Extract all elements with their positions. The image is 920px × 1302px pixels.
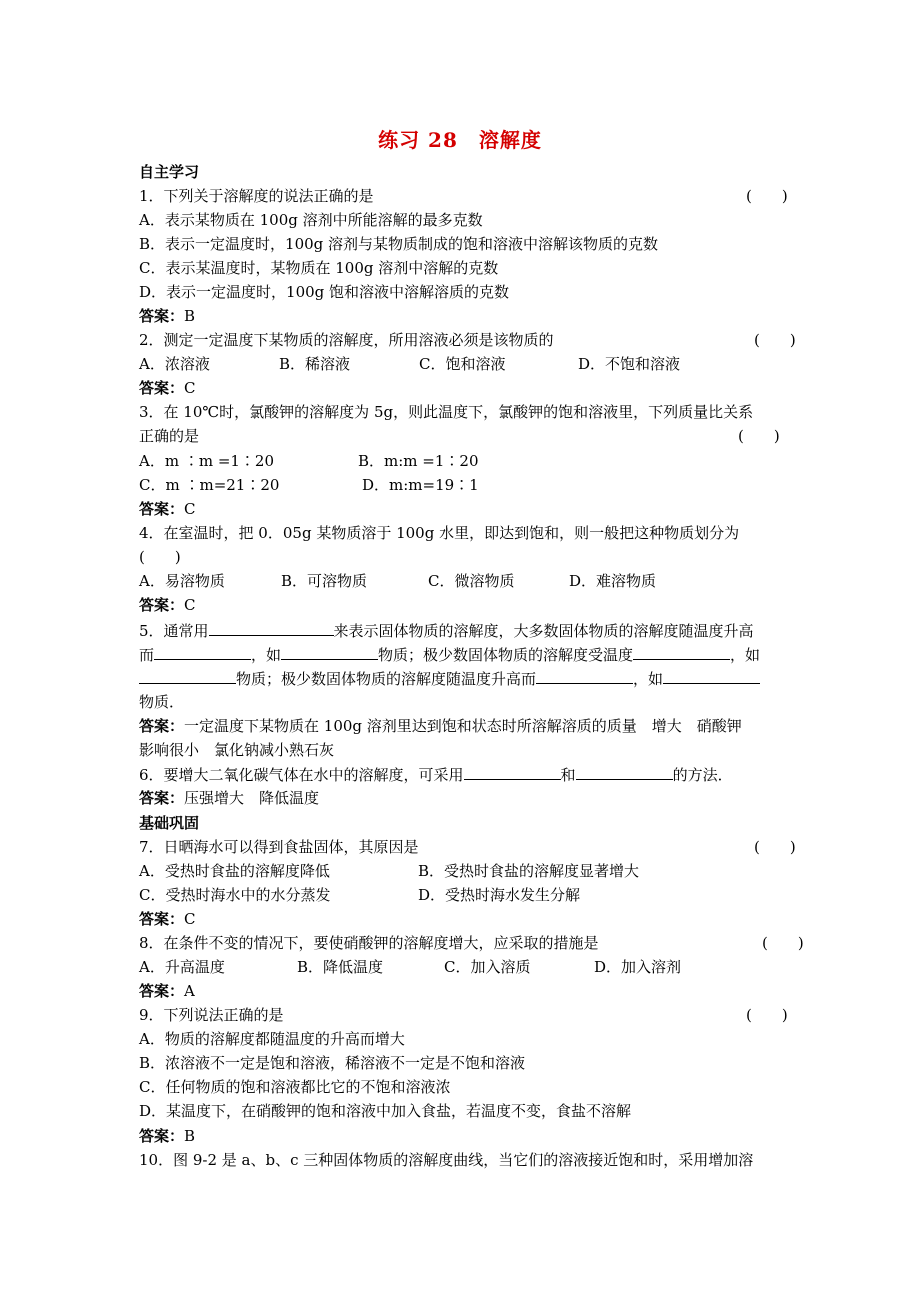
fill-blank xyxy=(154,644,251,660)
section-heading: 自主学习 xyxy=(139,163,200,181)
q7-answer xyxy=(139,909,196,929)
q4-option-a: A．易溶物质 xyxy=(139,572,225,590)
question-6-stem xyxy=(139,764,733,785)
answer-label: 答案： xyxy=(139,910,185,928)
q7-option-b: B．受热时食盐的溶解度显著增大 xyxy=(418,862,640,880)
q8-option-b: B．降低温度 xyxy=(297,958,384,976)
q2-option-a: A．浓溶液 xyxy=(139,355,210,373)
answer-value: B xyxy=(184,307,196,325)
question-9-stem: 9．下列说法正确的是 xyxy=(139,1006,284,1024)
q5-text: 物质；极少数固体物质的溶解度受温度 xyxy=(378,646,634,664)
question-5-line-4: 物质． xyxy=(139,693,185,711)
question-1-stem: 1．下列关于溶解度的说法正确的是 xyxy=(139,187,374,205)
answer-value: C xyxy=(184,379,196,397)
q9-answer xyxy=(139,1126,195,1146)
fill-blank xyxy=(663,668,760,684)
question-5-line-3 xyxy=(139,668,760,689)
q4-option-c: C．微溶物质 xyxy=(428,572,515,590)
q8-option-d: D．加入溶剂 xyxy=(594,958,682,976)
question-3-stem-cont: 正确的是 xyxy=(139,427,200,445)
answer-label: 答案： xyxy=(139,500,185,518)
q5-text: 物质；极少数固体物质的溶解度随温度升高而 xyxy=(236,670,537,688)
answer-label: 答案： xyxy=(139,717,185,735)
answer-value: A xyxy=(184,982,195,1000)
q1-option-d: D．表示一定温度时，100g 饱和溶液中溶解溶质的克数 xyxy=(139,283,510,301)
q1-option-a: A．表示某物质在 100g 溶剂中所能溶解的最多克数 xyxy=(139,211,483,229)
q5-answer xyxy=(139,716,742,736)
answer-value: C xyxy=(184,500,196,518)
answer-value: 压强增大 降低温度 xyxy=(184,789,320,807)
q6-text: 和 xyxy=(560,766,576,784)
question-2-stem: 2．测定一定温度下某物质的溶解度，所用溶液必须是该物质的 xyxy=(139,331,554,349)
answer-bracket: ( ) xyxy=(738,427,780,445)
q1-option-c: C．表示某温度时，某物质在 100g 溶剂中溶解的克数 xyxy=(139,259,499,277)
q5-text: ，如 xyxy=(633,670,664,688)
section-heading: 基础巩固 xyxy=(139,814,200,832)
q5-text: ，如 xyxy=(251,646,282,664)
q9-option-c: C．任何物质的饱和溶液都比它的不饱和溶液浓 xyxy=(139,1078,451,1096)
q6-answer xyxy=(139,788,319,808)
q3-option-a: A．m ∶m =1∶20 xyxy=(139,452,275,470)
answer-value: B xyxy=(184,1127,196,1145)
q4-answer xyxy=(139,595,196,615)
q2-option-c: C．饱和溶液 xyxy=(419,355,506,373)
answer-value: C xyxy=(184,910,196,928)
answer-value: 一定温度下某物质在 100g 溶剂里达到饱和状态时所溶解溶质的质量 增大 硝酸钾 xyxy=(184,717,742,735)
answer-bracket: ( ) xyxy=(746,187,788,205)
q8-answer xyxy=(139,981,195,1001)
q7-option-a: A．受热时食盐的溶解度降低 xyxy=(139,862,330,880)
q7-option-d: D．受热时海水发生分解 xyxy=(418,886,581,904)
question-7-stem: 7．日晒海水可以得到食盐固体，其原因是 xyxy=(139,838,419,856)
answer-label: 答案： xyxy=(139,982,185,1000)
question-4-stem: 4．在室温时，把 0．05g 某物质溶于 100g 水里，即达到饱和，则一般把这种物质划分为 xyxy=(139,524,740,542)
q5-text: ，如 xyxy=(730,646,761,664)
fill-blank xyxy=(281,644,378,660)
fill-blank xyxy=(633,644,730,660)
q5-text: 5．通常用 xyxy=(139,622,209,640)
answer-bracket: ( ) xyxy=(762,934,804,952)
answer-label: 答案： xyxy=(139,596,185,614)
q7-option-c: C．受热时海水中的水分蒸发 xyxy=(139,886,331,904)
page-title: 练习 28 溶解度 xyxy=(378,128,542,152)
question-5-line-1 xyxy=(139,620,754,641)
answer-label: 答案： xyxy=(139,789,185,807)
fill-blank xyxy=(209,620,334,636)
answer-bracket: ( ) xyxy=(746,1006,788,1024)
question-10-stem: 10．图 9-2 是 a、b、c 三种固体物质的溶解度曲线，当它们的溶液接近饱和时，采用增加溶 xyxy=(139,1151,754,1169)
answer-bracket: ( ) xyxy=(754,838,796,856)
q1-option-b: B．表示一定温度时，100g 溶剂与某物质制成的饱和溶液中溶解该物质的克数 xyxy=(139,235,659,253)
q8-option-a: A．升高温度 xyxy=(139,958,225,976)
q6-text: 的方法． xyxy=(672,766,733,784)
q4-option-d: D．难溶物质 xyxy=(569,572,657,590)
question-8-stem: 8．在条件不变的情况下，要使硝酸钾的溶解度增大，应采取的措施是 xyxy=(139,934,599,952)
q2-answer xyxy=(139,378,196,398)
q1-answer xyxy=(139,306,195,326)
q5-answer-cont: 影响很小 氯化钠减小熟石灰 xyxy=(139,741,335,759)
fill-blank xyxy=(139,668,236,684)
q5-text: 来表示固体物质的溶解度，大多数固体物质的溶解度随温度升高 xyxy=(333,622,754,640)
q2-option-d: D．不饱和溶液 xyxy=(578,355,681,373)
q3-option-b: B．m:m =1∶20 xyxy=(358,452,479,470)
answer-label: 答案： xyxy=(139,307,185,325)
fill-blank xyxy=(536,668,633,684)
answer-bracket: ( ) xyxy=(139,548,181,566)
q9-option-b: B．浓溶液不一定是饱和溶液，稀溶液不一定是不饱和溶液 xyxy=(139,1054,526,1072)
q8-option-c: C．加入溶质 xyxy=(444,958,531,976)
q9-option-d: D．某温度下，在硝酸钾的饱和溶液中加入食盐，若温度不变，食盐不溶解 xyxy=(139,1102,632,1120)
answer-bracket: ( ) xyxy=(754,331,796,349)
answer-value: C xyxy=(184,596,196,614)
q9-option-a: A．物质的溶解度都随温度的升高而增大 xyxy=(139,1030,405,1048)
question-5-line-2 xyxy=(139,644,760,665)
q3-option-c: C．m ∶m=21∶20 xyxy=(139,476,280,494)
q2-option-b: B．稀溶液 xyxy=(279,355,351,373)
q3-option-d: D．m:m=19∶1 xyxy=(362,476,479,494)
fill-blank xyxy=(576,764,673,780)
answer-label: 答案： xyxy=(139,379,185,397)
q5-text: 而 xyxy=(139,646,155,664)
q4-option-b: B．可溶物质 xyxy=(281,572,368,590)
fill-blank xyxy=(464,764,561,780)
q3-answer xyxy=(139,499,196,519)
answer-label: 答案： xyxy=(139,1127,185,1145)
q6-text: 6．要增大二氧化碳气体在水中的溶解度，可采用 xyxy=(139,766,464,784)
question-3-stem: 3．在 10℃时，氯酸钾的溶解度为 5g，则此温度下，氯酸钾的饱和溶液里，下列质量比关系 xyxy=(139,403,754,421)
